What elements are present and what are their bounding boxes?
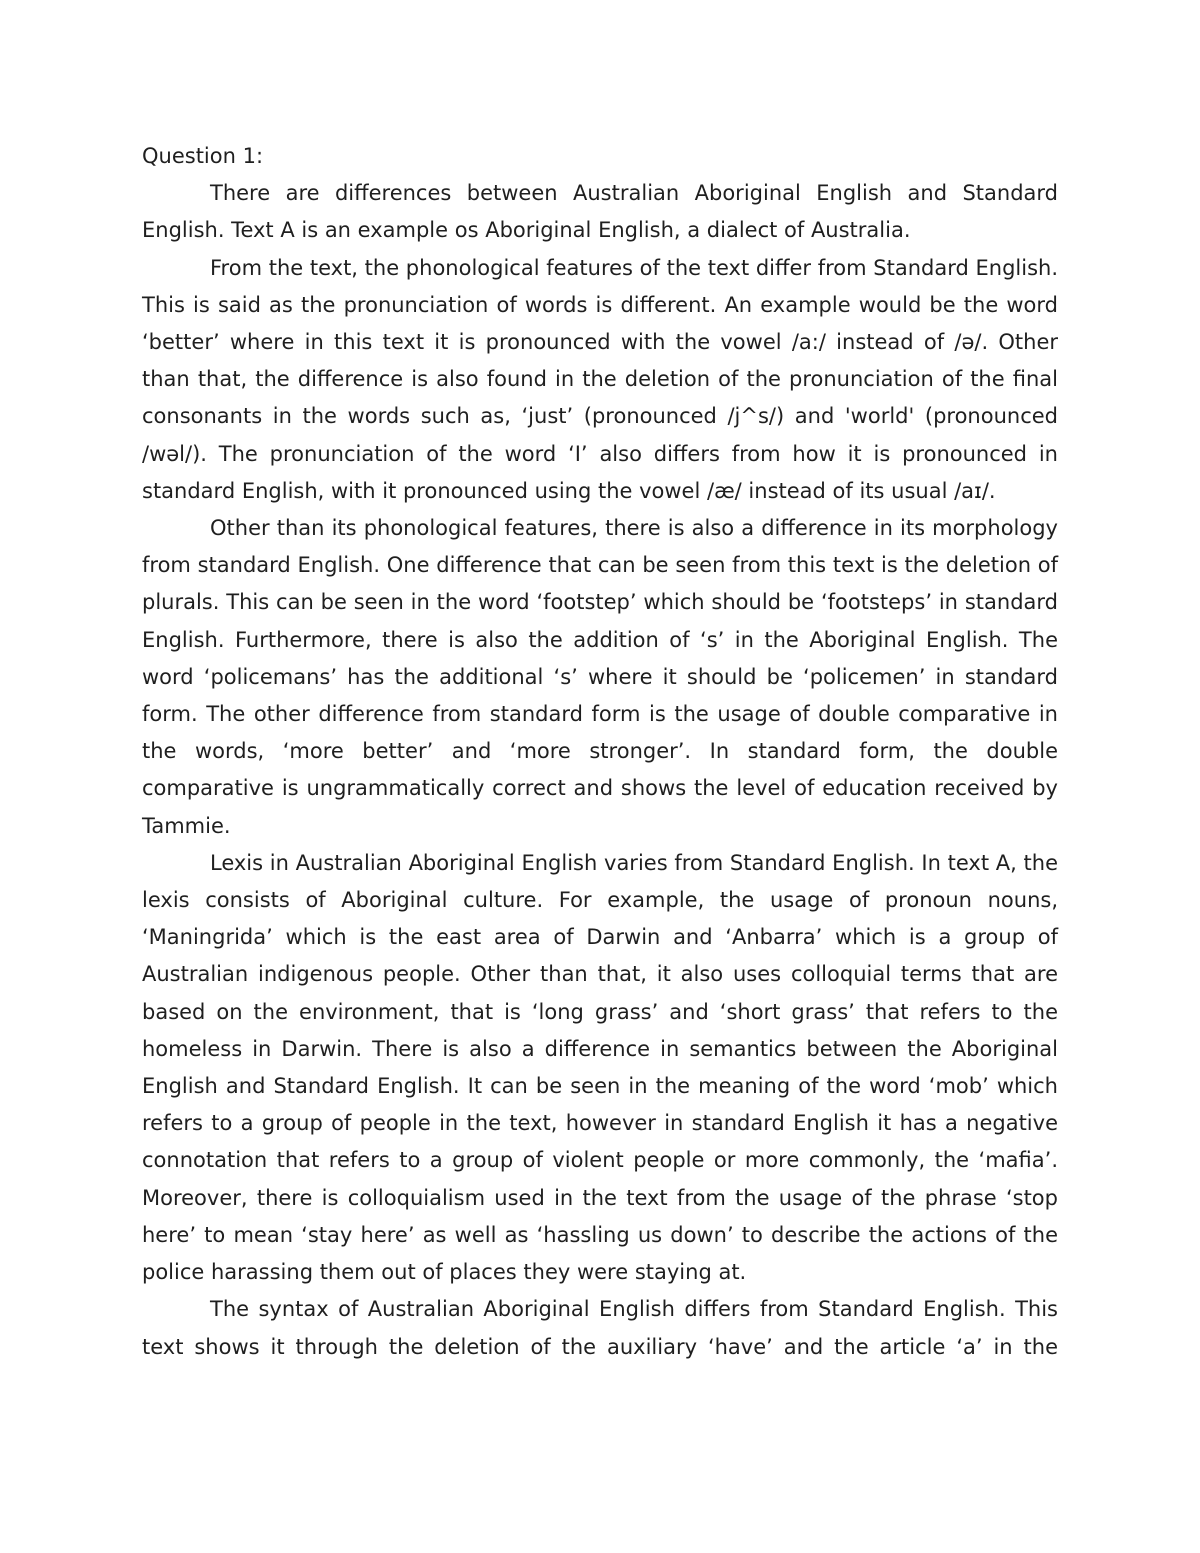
paragraph-lexis: Lexis in Australian Aboriginal English varies from Standard English. In text A, the lexis consists of Aboriginal culture. For example, the usage of pronoun nouns, ‘Maningrida’ which is the east area of Darwin and ‘Anbarra’ which is a group of Australian indigenous people. Other than that, it also uses colloquial terms that are based on the environment, that is ‘long grass’ and ‘short grass’ that refers to the homeless in Darwin. There is also a difference in semantics between the Aboriginal English and Standard English. It can be seen in the meaning of the word ‘mob’ which refers to a group of people in the text, however in standard English it has a negative connotation that refers to a group of violent people or more commonly, the ‘mafia’. Moreover, there is colloquialism used in the text from the usage of the phrase ‘stop here’ to mean ‘stay here’ as well as ‘hassling us down’ to describe the actions of the police harassing them out of places they were staying at. — [142, 850, 1058, 1285]
document-body — [142, 138, 1058, 1366]
paragraph-phonology: From the text, the phonological features of the text differ from Standard English. This is said as the pronunciation of words is different. An example would be the word ‘better’ where in this text it is pronounced with the vowel /a:/ instead of /ə/. Other than that, the difference is also found in the deletion of the pronunciation of the final consonants in the words such as, ‘just’ (pronounced /j^s/) and 'world' (pronounced /wəl/). The pronunciation of the word ‘I’ also differs from how it is pronounced in standard English, with it pronounced using the vowel /æ/ instead of its usual /aɪ/. — [142, 255, 1058, 503]
paragraph-morphology: Other than its phonological features, there is also a difference in its morphology from standard English. One difference that can be seen from this text is the deletion of plurals. This can be seen in the word ‘footstep’ which should be ‘footsteps’ in standard English. Furthermore, there is also the addition of ‘s’ in the Aboriginal English. The word ‘policemans’ has the additional ‘s’ where it should be ‘policemen’ in standard form. The other difference from standard form is the usage of double comparative in the words, ‘more better’ and ‘more stronger’. In standard form, the double comparative is ungrammatically correct and shows the level of education received by Tammie. — [142, 516, 1058, 838]
question-heading: Question 1: — [142, 144, 264, 168]
paragraph-intro: There are differences between Australian Aboriginal English and Standard English. Text A is an example os Aboriginal English, a dialect of Australia. — [142, 181, 1058, 243]
paragraph-syntax: The syntax of Australian Aboriginal English differs from Standard English. This text shows it through the deletion of the auxiliary ‘have’ and the article ‘a’ in the — [142, 1297, 1058, 1359]
